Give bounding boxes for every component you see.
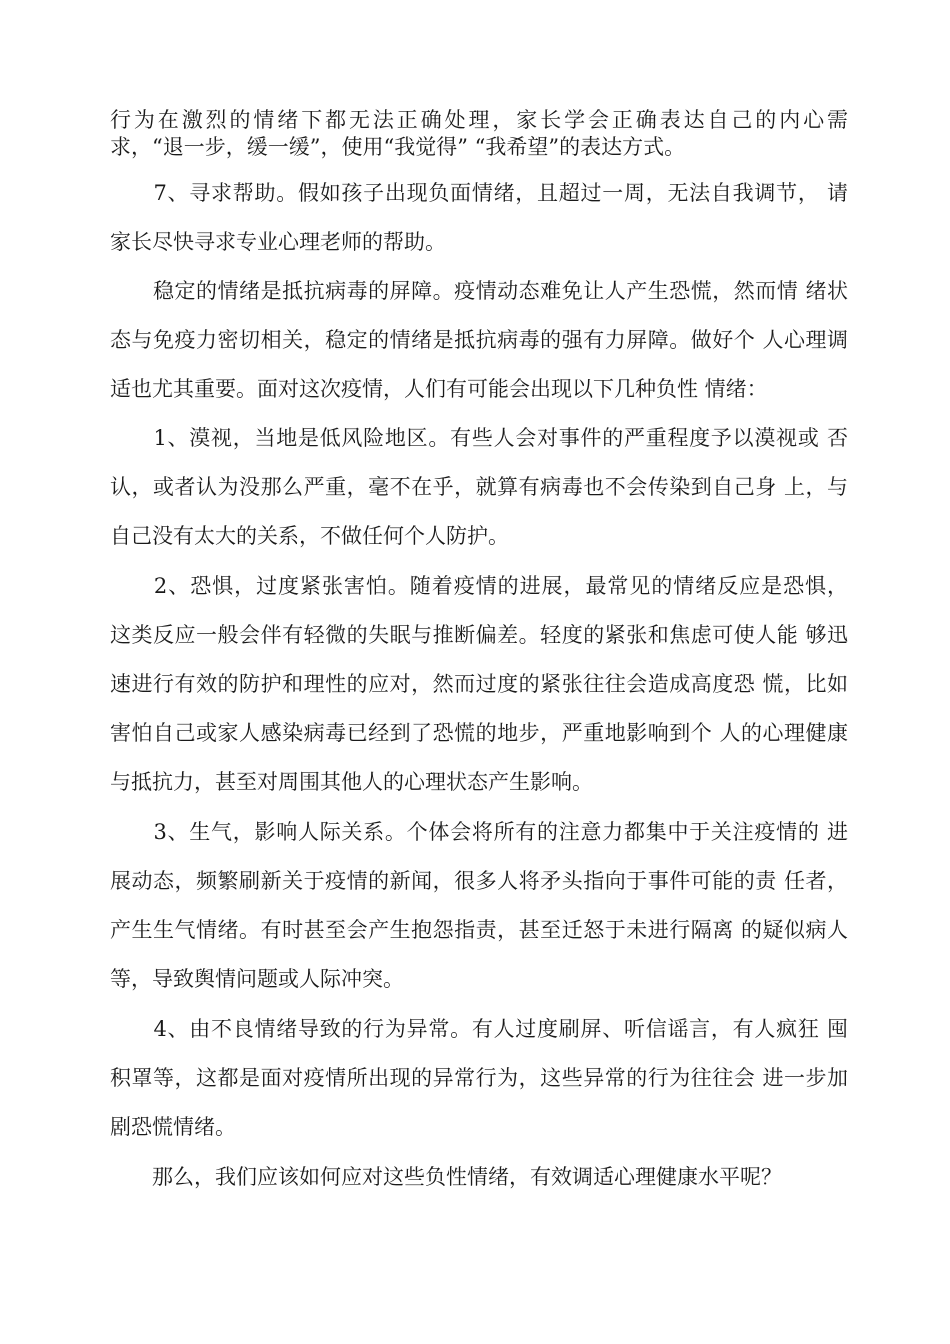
text-line: 等，导致舆情问题或人际冲突。 <box>110 967 404 991</box>
text-line: 3、生气，影响人际关系。个体会将所有的注意力都集中于关注疫情的 进 <box>110 820 848 844</box>
text-line: 那么，我们应该如何应对这些负性情绪，有效调适心理健康水平呢？ <box>110 1165 782 1189</box>
text-line: 家长尽快寻求专业心理老师的帮助。 <box>110 230 446 254</box>
text-line: 1、漠视，当地是低风险地区。有些人会对事件的严重程度予以漠视或 否 <box>110 426 848 450</box>
text-line: 稳定的情绪是抵抗病毒的屏障。疫情动态难免让人产生恐慌，然而情 绪状 <box>110 279 848 303</box>
text-line: 展动态，频繁刷新关于疫情的新闻，很多人将矛头指向于事件可能的责 任者， <box>110 869 848 893</box>
text-line: 害怕自己或家人感染病毒已经到了恐慌的地步，严重地影响到个 人的心理健康 <box>110 721 848 745</box>
text-line: 速进行有效的防护和理性的应对，然而过度的紧张往往会造成高度恐 慌，比如 <box>110 672 848 696</box>
text-line: 行为在激烈的情绪下都无法正确处理，家长学会正确表达自己的内心需 <box>110 108 848 132</box>
text-line: 求，“退一步，缓一缓”，使用“我觉得” “我希望”的表达方式。 <box>110 135 686 159</box>
text-line: 这类反应一般会伴有轻微的失眠与推断偏差。轻度的紧张和焦虑可使人能 够迅 <box>110 623 848 647</box>
text-line: 与抵抗力，甚至对周围其他人的心理状态产生影响。 <box>110 770 593 794</box>
text-line: 认，或者认为没那么严重，毫不在乎，就算有病毒也不会传染到自己身 上，与 <box>110 475 848 499</box>
text-line: 7、寻求帮助。假如孩子出现负面情绪，且超过一周，无法自我调节， 请 <box>110 181 848 205</box>
text-line: 4、由不良情绪导致的行为异常。有人过度刷屏、听信谣言，有人疯狂 囤 <box>110 1017 848 1041</box>
text-line: 自己没有太大的关系，不做任何个人防护。 <box>110 524 509 548</box>
text-line: 态与免疫力密切相关，稳定的情绪是抵抗病毒的强有力屏障。做好个 人心理调 <box>110 328 848 352</box>
text-line: 适也尤其重要。面对这次疫情，人们有可能会出现以下几种负性 情绪： <box>110 377 768 401</box>
text-line: 积罩等，这都是面对疫情所出现的异常行为，这些异常的行为往往会 进一步加 <box>110 1066 848 1090</box>
text-line: 剧恐慌情绪。 <box>110 1115 236 1139</box>
text-line: 2、恐惧，过度紧张害怕。随着疫情的进展，最常见的情绪反应是恐惧， <box>110 574 848 598</box>
text-line: 产生生气情绪。有时甚至会产生抱怨指责，甚至迁怒于未进行隔离 的疑似病人 <box>110 918 848 942</box>
